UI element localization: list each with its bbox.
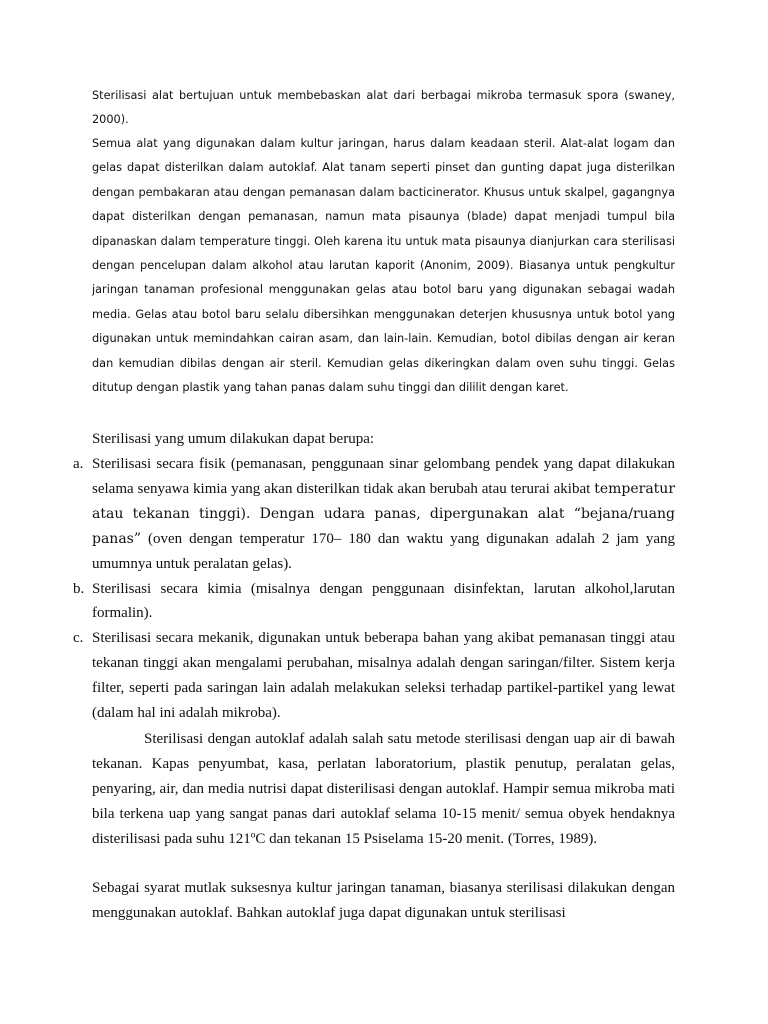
list-marker: c.	[73, 630, 84, 647]
list-item-text: Sterilisasi secara kimia (misalnya dengan penggunaan disinfektan, larutan alkohol,larutan formalin).	[92, 580, 675, 622]
list-item	[73, 452, 675, 577]
list-item	[73, 626, 675, 726]
paragraph-intro-list: Sterilisasi yang umum dilakukan dapat berupa:	[92, 431, 375, 447]
paragraph-autoklaf: Sterilisasi dengan autoklaf adalah salah satu metode sterilisasi dengan uap air di bawah tekanan. Kapas penyumbat, kasa, perlatan laboratorium, plastik penutup, peralatan gelas, penyaring, air, dan media nutrisi dapat disterilisasi dengan autoklaf. Hampir semua mikroba mati bila terkena uap yang sangat panas dari autoklaf selama 10-15 menit/ semua obyek hendaknya disterilisasi pada suhu 121ºC dan tekanan 15 Psiselama 15-20 menit. (Torres, 1989).	[92, 731, 675, 847]
list-item	[73, 577, 675, 627]
paragraph-syarat-mutlak: Sebagai syarat mutlak suksesnya kultur jaringan tanaman, biasanya sterilisasi dilakukan dengan menggunakan autoklaf. Bahkan autoklaf juga dapat digunakan untuk sterilisasi	[92, 880, 675, 921]
list-item-body: Sterilisasi secara fisik (pemanasan, penggunaan sinar gelombang pendek yang dapat dilakukan selama senyawa kimia yang akan disterilkan tidak akan berubah atau terurai akibat	[92, 456, 675, 497]
list-item-text	[92, 452, 675, 577]
list-item-lead: temperatur atau tekanan tinggi). Dengan udara panas, dipergunakan alat “bejana/ruang panas”	[92, 480, 676, 547]
list-item-tail: (oven dengan temperatur 170– 180 dan waktu yang digunakan adalah 2 jam yang umumnya untuk peralatan gelas).	[92, 530, 675, 572]
list-marker: b.	[73, 580, 85, 597]
list-item-text: Sterilisasi secara mekanik, digunakan untuk beberapa bahan yang akibat pemanasan tinggi atau tekanan tinggi akan mengalami perubahan, misalnya adalah dengan saringan/filter. Sistem kerja filter, seperti pada saringan lain adalah melakukan seleksi terhadap partikel-partikel yang lewat (dalam hal ini adalah mikroba).	[92, 630, 675, 722]
sterilization-methods-list	[73, 452, 675, 726]
paragraph-sterilisasi-tujuan: Sterilisasi alat bertujuan untuk membebaskan alat dari berbagai mikroba termasuk spora (swaney, 2000).	[92, 89, 675, 127]
list-marker: a.	[73, 456, 84, 472]
paragraph-alat-steril: Semua alat yang digunakan dalam kultur jaringan, harus dalam keadaan steril. Alat-alat logam dan gelas dapat disterilkan dalam autoklaf. Alat tanam seperti pinset dan gunting dapat juga disterilkan dengan pembakaran atau dengan pemanasan dalam bacticinerator. Khusus untuk skalpel, gagangnya dapat disterilkan dengan pemanasan, namun mata pisaunya (blade) dapat menjadi tumpul bila dipanaskan dalam temperature tinggi. Oleh karena itu untuk mata pisaunya dianjurkan cara sterilisasi dengan pencelupan dalam alkohol atau larutan kaporit (Anonim, 2009). Biasanya untuk pengkultur jaringan tanaman profesional menggunakan gelas atau botol baru yang digunakan sebagai wadah media. Gelas atau botol baru selalu dibersihkan menggunakan deterjen khususnya untuk botol yang digunakan untuk memindahkan cairan asam, dan lain-lain. Kemudian, botol dibilas dengan air keran dan kemudian dibilas dengan air steril. Kemudian gelas dikeringkan dalam oven suhu tinggi. Gelas ditutup dengan plastik yang tahan panas dalam suhu tinggi dan dililit dengan karet.	[92, 137, 675, 395]
